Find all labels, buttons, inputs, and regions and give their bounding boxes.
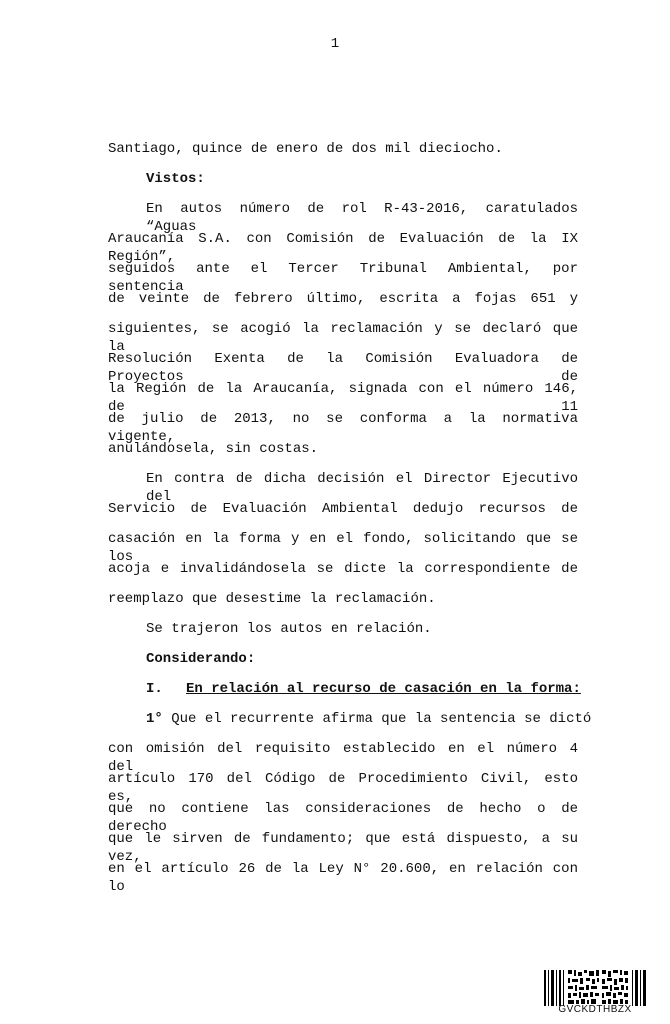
verification-code: GVCKDTHBZX bbox=[558, 1004, 632, 1015]
paragraph-1-line-1: En autos número de rol R-43-2016, caratulados “Aguas bbox=[146, 201, 578, 235]
paragraph-4-line-4: que no contiene las consideraciones de hecho o de derecho bbox=[108, 801, 578, 835]
paragraph-2-line-1: En contra de dicha decisión el Director Ejecutivo del bbox=[146, 471, 578, 505]
section-1-title: En relación al recurso de casación en la forma: bbox=[186, 681, 581, 697]
paragraph-1-line-6: Resolución Exenta de la Comisión Evaluadora de Proyectos de bbox=[108, 351, 578, 385]
paragraph-4-line-1-text: Que el recurrente afirma que la sentencia se dictó bbox=[162, 711, 592, 727]
paragraph-1-line-2: Araucanía S.A. con Comisión de Evaluación de la IX Región”, bbox=[108, 231, 578, 265]
paragraph-1-line-7: la Región de la Araucanía, signada con el número 146, de 11 bbox=[108, 381, 578, 415]
paragraph-4-line-5: que le sirven de fundamento; que está dispuesto, a su vez, bbox=[108, 831, 578, 865]
paragraph-1-line-4: de veinte de febrero último, escrita a fojas 651 y bbox=[108, 291, 578, 307]
paragraph-2-line-5: reemplazo que desestime la reclamación. bbox=[108, 591, 436, 607]
paragraph-1-line-3: seguidos ante el Tercer Tribunal Ambiental, por sentencia bbox=[108, 261, 578, 295]
paragraph-1-line-9: anulándosela, sin costas. bbox=[108, 441, 319, 457]
paragraph-3: Se trajeron los autos en relación. bbox=[146, 621, 432, 637]
paragraph-4-line-3: artículo 170 del Código de Procedimiento Civil, esto es, bbox=[108, 771, 578, 805]
paragraph-4-line-6: en el artículo 26 de la Ley N° 20.600, en relación con lo bbox=[108, 861, 578, 895]
paragraph-marker: 1° bbox=[146, 711, 163, 727]
paragraph-1-line-5: siguientes, se acogió la reclamación y se declaró que la bbox=[108, 321, 578, 355]
paragraph-2-line-2: Servicio de Evaluación Ambiental dedujo recursos de bbox=[108, 501, 578, 517]
vistos-heading: Vistos: bbox=[146, 171, 205, 187]
paragraph-2-line-3: casación en la forma y en el fondo, solicitando que se los bbox=[108, 531, 578, 565]
considerando-heading: Considerando: bbox=[146, 651, 256, 667]
paragraph-1-line-8: de julio de 2013, no se conforma a la normativa vigente, bbox=[108, 411, 578, 445]
paragraph-4-line-2: con omisión del requisito establecido en el número 4 del bbox=[108, 741, 578, 775]
paragraph-4-line-1 bbox=[146, 710, 592, 728]
page-number: 1 bbox=[330, 36, 340, 52]
date-line: Santiago, quince de enero de dos mil dieciocho. bbox=[108, 141, 503, 157]
section-1-numeral: I. bbox=[146, 681, 163, 697]
paragraph-2-line-4: acoja e invalidándosela se dicte la correspondiente de bbox=[108, 561, 578, 577]
